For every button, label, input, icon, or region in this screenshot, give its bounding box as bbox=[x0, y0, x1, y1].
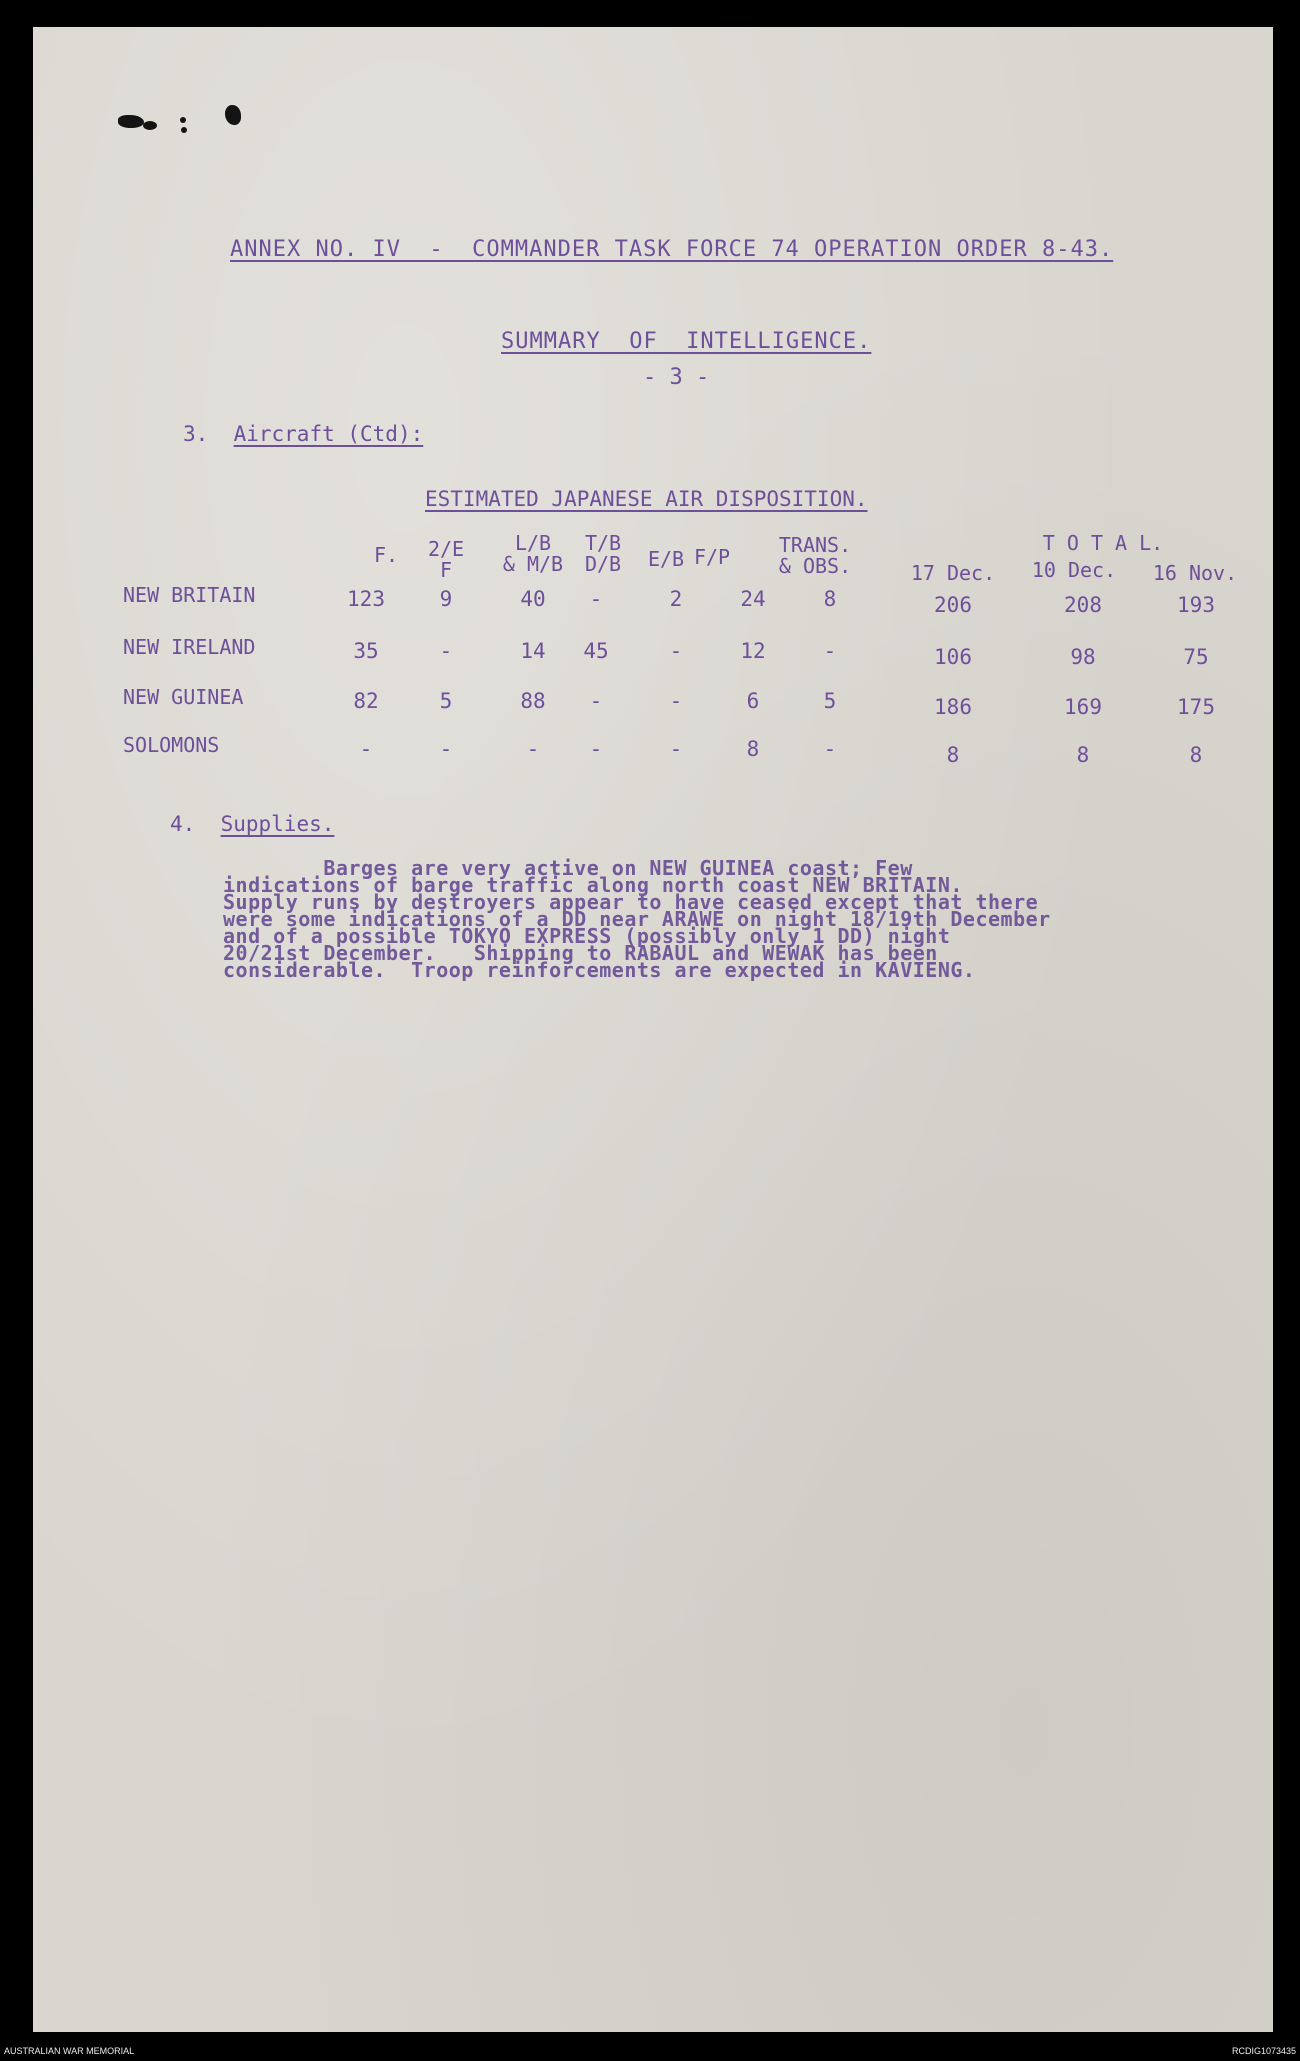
row-label: NEW BRITAIN bbox=[123, 583, 256, 607]
table-cell: 5 bbox=[823, 689, 837, 713]
col-header-f: F. bbox=[373, 543, 399, 567]
punch-hole bbox=[181, 127, 187, 133]
row-label: NEW GUINEA bbox=[123, 685, 244, 709]
table-cell: - bbox=[526, 737, 540, 761]
table-cell: 106 bbox=[934, 645, 972, 669]
document-page bbox=[33, 27, 1273, 2032]
col-header-date: 17 Dec. bbox=[910, 561, 996, 585]
table-cell: 8 bbox=[946, 743, 960, 767]
table-cell: 206 bbox=[934, 593, 972, 617]
table-cell: 169 bbox=[1064, 695, 1102, 719]
supplies-paragraph bbox=[223, 856, 1233, 982]
table-cell: - bbox=[439, 737, 453, 761]
footer-archive-name: AUSTRALIAN WAR MEMORIAL bbox=[4, 2046, 135, 2056]
table-cell: 193 bbox=[1177, 593, 1215, 617]
paragraph-line: indications of barge traffic along north coast NEW BRITAIN. bbox=[223, 873, 963, 897]
section-number: 4. bbox=[170, 812, 196, 836]
paragraph-line: Barges are very active on NEW GUINEA coast; Few bbox=[223, 856, 913, 880]
row-label: NEW IRELAND bbox=[123, 635, 256, 659]
col-header-tb-db: T/B D/B bbox=[584, 531, 622, 576]
table-cell: 6 bbox=[746, 689, 760, 713]
section-title: Aircraft (Ctd): bbox=[233, 422, 424, 446]
table-cell: - bbox=[669, 737, 683, 761]
table-cell: 75 bbox=[1183, 645, 1209, 669]
col-header-fp: F/P bbox=[693, 545, 731, 569]
table-cell: - bbox=[589, 587, 603, 611]
footer-record-id: RCDIG1073435 bbox=[1231, 2046, 1296, 2056]
page-number: - 3 - bbox=[643, 365, 710, 390]
paragraph-line: Supply runs by destroyers appear to have ceased except that there bbox=[223, 890, 1039, 914]
col-header-2e-f: 2/E F bbox=[427, 537, 465, 582]
table-cell: 8 bbox=[1076, 743, 1090, 767]
table-cell: - bbox=[359, 737, 373, 761]
table-cell: - bbox=[589, 689, 603, 713]
table-cell: 2 bbox=[669, 587, 683, 611]
table-cell: 5 bbox=[439, 689, 453, 713]
table-cell: 14 bbox=[520, 639, 546, 663]
col-header-trans: TRANS. & OBS. bbox=[778, 533, 852, 578]
table-cell: 123 bbox=[347, 587, 385, 611]
section-title: Supplies. bbox=[220, 812, 335, 836]
table-cell: 9 bbox=[439, 587, 453, 611]
table-cell: - bbox=[823, 639, 837, 663]
row-label: SOLOMONS bbox=[123, 733, 220, 757]
table-cell: 82 bbox=[353, 689, 379, 713]
table-cell: 24 bbox=[740, 587, 766, 611]
punch-hole bbox=[180, 117, 186, 123]
table-cell: - bbox=[589, 737, 603, 761]
table-cell: 8 bbox=[1189, 743, 1203, 767]
table-cell: 186 bbox=[934, 695, 972, 719]
table-cell: 88 bbox=[520, 689, 546, 713]
table-cell: 45 bbox=[583, 639, 609, 663]
table-cell: 98 bbox=[1070, 645, 1096, 669]
table-cell: 175 bbox=[1177, 695, 1215, 719]
table-cell: 8 bbox=[746, 737, 760, 761]
paragraph-line: were some indications of a DD near ARAWE on night 18/19th December bbox=[223, 907, 1051, 931]
table-cell: - bbox=[669, 689, 683, 713]
document-subtitle: SUMMARY OF INTELLIGENCE. bbox=[501, 329, 872, 354]
table-cell: 8 bbox=[823, 587, 837, 611]
paragraph-line: considerable. Troop reinforcements are expected in KAVIENG. bbox=[223, 958, 976, 982]
paragraph-line: and of a possible TOKYO EXPRESS (possibly only 1 DD) night bbox=[223, 924, 951, 948]
col-header-date: 16 Nov. bbox=[1152, 561, 1238, 585]
table-cell: 12 bbox=[740, 639, 766, 663]
col-header-eb: E/B bbox=[647, 547, 685, 571]
section-number: 3. bbox=[183, 422, 209, 446]
table-cell: - bbox=[669, 639, 683, 663]
paragraph-line: 20/21st December. Shipping to RABAUL and WEWAK has been bbox=[223, 941, 938, 965]
col-header-date: 10 Dec. bbox=[1031, 558, 1117, 582]
punch-hole bbox=[118, 115, 144, 128]
table-cell: 208 bbox=[1064, 593, 1102, 617]
punch-hole bbox=[143, 121, 157, 130]
table-cell: - bbox=[823, 737, 837, 761]
table-cell: - bbox=[439, 639, 453, 663]
section-3-heading bbox=[183, 422, 423, 446]
table-cell: 40 bbox=[520, 587, 546, 611]
table-title: ESTIMATED JAPANESE AIR DISPOSITION. bbox=[425, 487, 868, 511]
punch-hole bbox=[225, 105, 241, 125]
document-title: ANNEX NO. IV - COMMANDER TASK FORCE 74 OPERATION ORDER 8-43. bbox=[230, 237, 1114, 262]
col-header-lb-mb: L/B & M/B bbox=[502, 531, 564, 576]
table-cell: 35 bbox=[353, 639, 379, 663]
col-header-total: T O T A L. bbox=[1042, 531, 1164, 555]
section-4-heading bbox=[170, 812, 334, 836]
